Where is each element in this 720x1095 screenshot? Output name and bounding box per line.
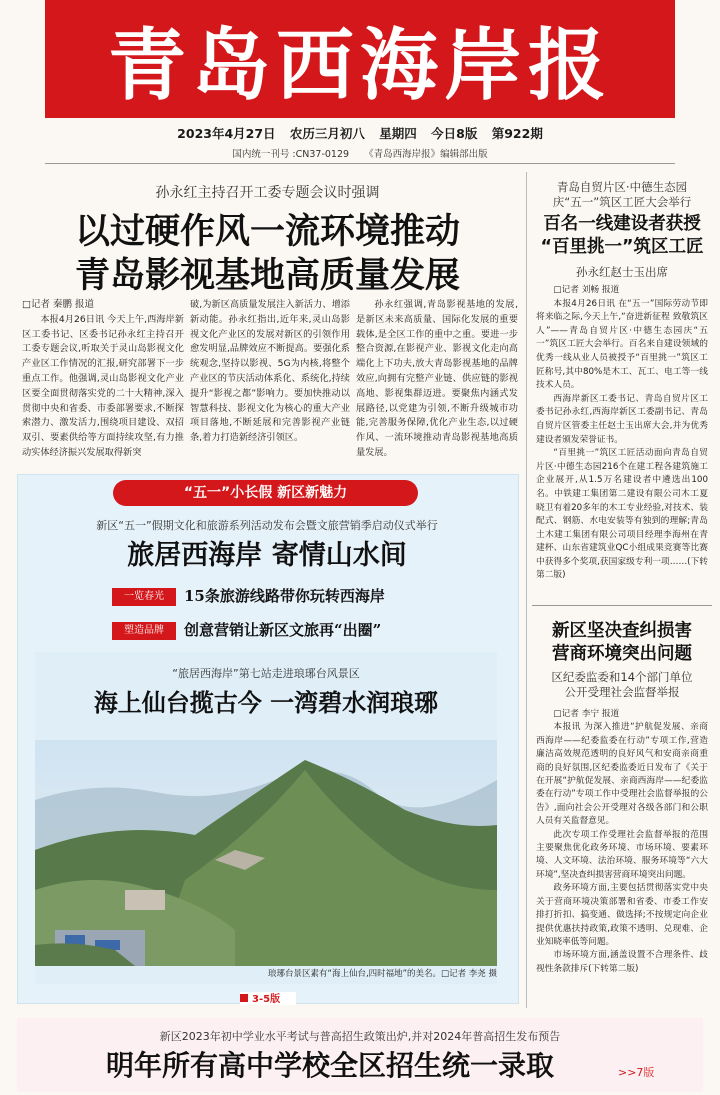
landscape-illustration	[35, 740, 497, 966]
feature-line-1: 15条旅游线路带你玩转西海岸	[184, 587, 385, 605]
pages-ref-marker	[240, 994, 248, 1002]
dateline	[0, 124, 720, 142]
lead-paragraph-1: 本报4月26日讯 今天上午,西海岸新区工委书记、区委书记孙永红主持召开工委专题会议,听取关于灵山岛影视文化产业区工作情况的汇报,研究部署下一步重点工作。他强调,灵山岛影视文化产业区要全面贯彻落实党的二十大精神,深入贯彻中央和省委、市委部署要求,不断探索潜力、激发活力,围绕项目建设、双招双引、要素供给等方面持续攻坚,有力推动实体经济振兴发展取得新突	[22, 313, 184, 458]
right1-headline	[532, 213, 712, 259]
lead-headline-line1: 以过硬作风一流环境推动	[74, 212, 460, 252]
right1-kicker-line1: 青岛自贸片区·中德生态园	[556, 180, 688, 194]
right1-paragraph-3: “百里挑一”筑区工匠活动面向青岛自贸片区·中德生态园216个在建工程各建筑施工企业展开,从1.5万名建设者中遴选出100名。中铁建工集团第二建设有限公司木工夏晓卫有着20多年的木工专业经验,对技术、装配式、钢筋、水电安装等有独到的理解;青岛土木建工集团有限公司项目经理李海州在青建杯、山东省建筑业QC小组成果竞赛等比赛中获得多个奖项,获国家级专利一项……(下转第二版)	[536, 448, 708, 581]
page-count: 今日8版	[431, 126, 478, 141]
lead-column-1	[22, 298, 184, 461]
photo-kicker: “旅居西海岸”第七站走进琅琊台风景区	[172, 667, 360, 680]
bottom-kicker: 新区2023年初中学业水平考试与普高招生政策出炉,并对2024年普高招生发布预告	[159, 1030, 561, 1043]
feature-banner: “五一”小长假 新区新魅力	[113, 480, 418, 506]
right-section-rule	[532, 605, 712, 606]
bottom-headline: 明年所有高中学校全区招生统一录取	[105, 1049, 554, 1082]
lead-byline: □记者 秦鹏 报道	[22, 299, 95, 310]
right1-headline-line2: “百里挑一”筑区工匠	[540, 237, 704, 257]
lead-headline	[20, 210, 515, 298]
date: 2023年4月27日	[177, 126, 276, 141]
right2-paragraph-1: 本报讯 为深入推进“护航促发展、亲商西海岸——纪委监委在行动”专项工作,营造廉洁高效规范透明的良好风气和安商亲商重商的良好氛围,区纪委监委近日发布了《关于在开展“护航促发展、亲商西海岸——纪委监委在行动”专项工作中受理社会监督举报的公告》,面向社会公开受理对各级各部门和公职人员有关监督意见。	[536, 722, 708, 827]
lead-column-2	[190, 298, 350, 446]
feature-title: 旅居西海岸 寄情山水间	[127, 540, 407, 571]
right2-paragraph-3: 政务环境方面,主要包括贯彻落实党中央关于营商环境决策部署和省委、市委工作安排打折扣、搞变通、做选择;不按规定向企业提供优惠扶持政策,政策不透明、兑现难、企业知晓率低等问题。	[536, 883, 708, 947]
pages-ref: 3-5版	[252, 994, 281, 1005]
tag-brand: 塑造品牌	[112, 622, 176, 640]
serial-number: 国内统一刊号 :CN37-0129	[232, 149, 350, 160]
column-divider	[526, 172, 527, 1008]
masthead	[45, 0, 675, 118]
langya-landscape-photo	[35, 740, 497, 966]
right1-subtitle: 孙永红赵士玉出席	[576, 265, 668, 279]
right1-kicker-line2: 庆“五一”筑区工匠大会举行	[552, 195, 692, 209]
right2-byline: □记者 李宁 报道	[553, 709, 620, 719]
lead-paragraph-3: 孙永红强调,青岛影视基地的发展,是新区未来高质量、国际化发展的重要载体,是全区工作的重中之重。要进一步整合资源,在影视产业、影视文化走向高端化上下功夫,放大青岛影视基地的品牌效应,向拥有完整产业链、供应链的影视高地、影视集群迈进。要聚焦内涵式发展路径,以党建为引领,不断升级城市功能,完善服务保障,优化产业生态,以过硬作风、一流环境推动青岛影视基地高质量发展。	[356, 299, 518, 458]
right2-subtitle-line1: 区纪委监委和14个部门单位	[551, 670, 693, 684]
lead-headline-line2: 青岛影视基地高质量发展	[74, 256, 460, 296]
right1-kicker	[532, 180, 712, 210]
feature-kicker: 新区“五一”假期文化和旅游系列活动发布会暨文旅营销季启动仪式举行	[96, 519, 438, 532]
right1-paragraph-1: 本报4月26日讯 在“五一”国际劳动节即将来临之际,今天上午,“奋进新征程 致敬筑区人”——青岛自贸片区·中德生态园庆“五一”筑区工匠大会举行。百名来自建设领域的优秀一线从业人员被授予“百里挑一”筑区工匠称号,其中80%是木工、瓦工、电工等一线技术人员。	[536, 298, 708, 391]
feature-line-2: 创意营销让新区文旅再“出圈”	[184, 621, 382, 639]
weekday: 星期四	[379, 126, 417, 141]
lead-paragraph-2: 破,为新区高质量发展注入新活力、增添新动能。孙永红指出,近年来,灵山岛影视文化产业区的发展对新区的引领作用愈发明显,品牌效应不断提高。要强化系统观念,坚持以影视、5G为内核,将整个产业区的节庆活动体系化、系统化,持续提升“影视之都”影响力。要加快推动以智慧科技、影视文化为核心的重大产业项目落地,不断延展和完善影视产业链条,着力打造新经济引领区。	[190, 299, 350, 444]
right2-headline-line1: 新区坚决查纠损害	[552, 621, 692, 641]
right1-body	[536, 284, 708, 583]
lead-kicker: 孙永红主持召开工委专题会议时强调	[155, 185, 380, 201]
right2-headline-line2: 营商环境突出问题	[552, 644, 692, 664]
right1-headline-line1: 百名一线建设者获授	[543, 214, 701, 234]
lunar-date: 农历三月初八	[289, 126, 365, 141]
right2-paragraph-2: 此次专项工作受理社会监督举报的范围主要聚焦优化政务环境、市场环境、要素环境、人文环境、法治环境、服务环境等“六大环境”,坚决查纠损害营商环境突出问题。	[536, 829, 708, 880]
lead-column-3	[356, 298, 518, 461]
issue-number: 第922期	[491, 126, 543, 141]
photo-title: 海上仙台揽古今 一湾碧水润琅琊	[93, 689, 439, 717]
right2-headline	[532, 620, 712, 666]
right2-subtitle-line2: 公开受理社会监督举报	[564, 685, 680, 699]
publication-info	[0, 146, 720, 160]
right2-paragraph-4: 市场环境方面,涵盖设置不合理条件、歧视性条款排斥(下转第二版)	[536, 950, 708, 974]
bottom-page-ref: >>7版	[618, 1066, 655, 1079]
right1-paragraph-2: 西海岸新区工委书记、青岛自贸片区工委书记孙永红,西海岸新区工委副书记、青岛自贸片区管委主任赵士玉出席大会,并为优秀建设者颁发荣誉证书。	[536, 393, 708, 445]
tag-spring-view: 一览春光	[112, 588, 176, 606]
publisher: 《青岛西海岸报》编辑部出版	[364, 149, 488, 160]
right2-body	[536, 708, 708, 976]
right2-subtitle	[532, 670, 712, 700]
photo-caption: 琅琊台景区素有“海上仙台,四时福地”的美名。□记者 李尧 摄	[268, 969, 497, 979]
masthead-title: 青岛西海岸报	[107, 20, 612, 111]
right1-byline: □记者 刘畅 报道	[553, 285, 620, 295]
header-rule	[45, 163, 675, 164]
